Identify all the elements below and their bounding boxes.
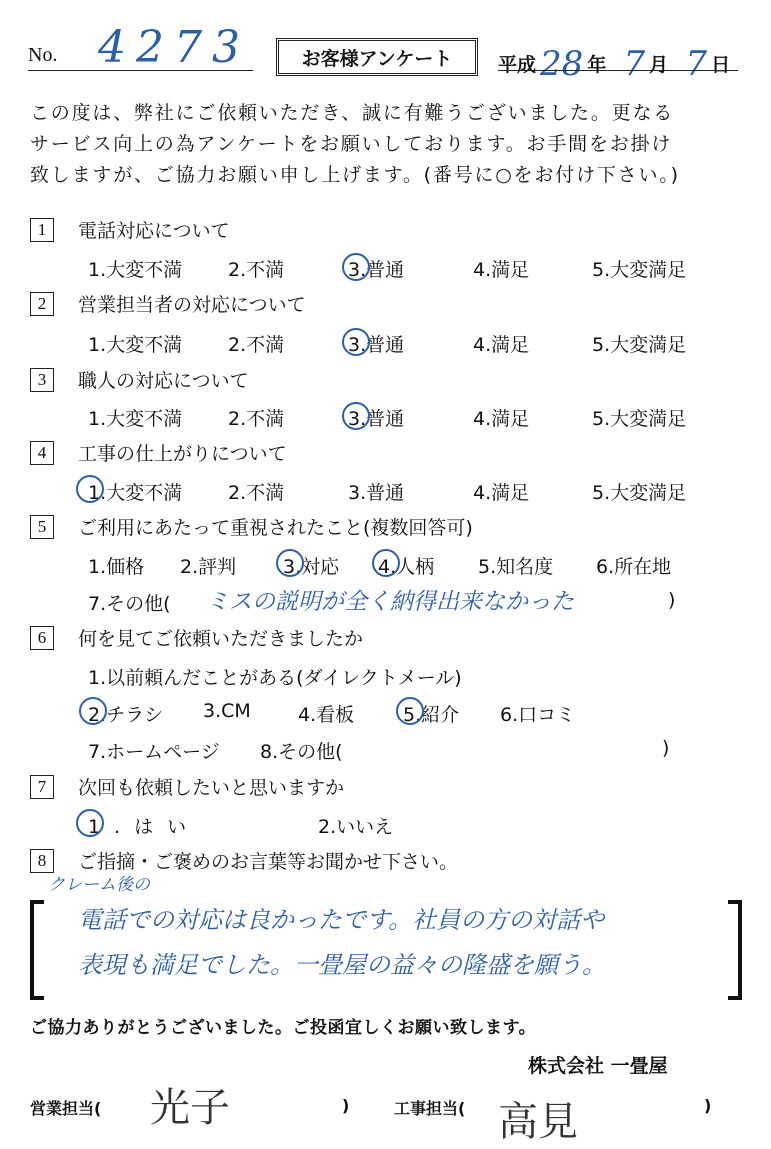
option-other-label: 7.その他( [88,593,171,615]
intro-line: この度は、弊社にご依頼いただき、誠に有難うございました。更なる [30,102,675,124]
option-5[interactable]: 5.知名度 [478,556,554,578]
question-text: ご指摘・ご褒めのお言葉等お聞かせ下さい。 [78,851,459,873]
sales-rep-label: 営業担当( [30,1099,102,1118]
option-3[interactable]: 3.対応 [283,556,340,578]
answer-circle-mark [79,697,107,725]
question-number: 2 [30,292,54,316]
answer-circle-mark [372,549,400,577]
form-title [276,38,478,76]
date-era: 平成 [498,54,537,76]
option-4[interactable]: 4.看板 [298,704,355,726]
date [498,40,731,84]
question-number: 3 [30,368,54,392]
option-4[interactable]: 4.満足 [473,408,530,430]
construction-rep-close: ) [704,1096,712,1115]
answer-circle-mark [396,697,424,725]
option-5[interactable]: 5.大変満足 [592,259,687,281]
option-no[interactable]: 2.いいえ [318,816,394,838]
comment-line: 表現も満足でした。一畳屋の益々の隆盛を願う。 [78,951,606,979]
question-number: 5 [30,515,54,539]
construction-rep-signature: 高見 [498,1099,578,1145]
company-name: 株式会社 一畳屋 [528,1055,668,1077]
sales-rep-signature: 光子 [150,1085,230,1131]
form-number: 4273 [98,22,250,73]
intro-line: サービス向上の為アンケートをお願いしております。お手間をお掛け [30,133,673,155]
comment-line: 電話での対応は良かったです。社員の方の対話や [78,906,605,934]
option-3[interactable]: 3.普通 [348,259,405,281]
comment-note: クレーム後の [48,875,150,895]
question-text: 次回も依頼したいと思いますか [78,777,345,799]
number-underline [28,70,253,71]
form-title-text: お客様アンケート [301,47,453,70]
question-text: 工事の仕上がりについて [78,443,287,465]
option-1[interactable]: 1.価格 [88,556,145,578]
option-1[interactable]: 1.大変不満 [88,259,183,281]
question-text: 職人の対応について [78,370,249,392]
date-year: 28 [540,44,584,84]
question-text: 営業担当者の対応について [78,294,306,316]
intro-line: 致しますが、ご協力お願い申し上げます。(番号に○をお付け下さい。) [30,164,680,186]
option-2[interactable]: 2.チラシ [88,704,164,726]
answer-circle-mark [76,809,104,837]
question-text: ご利用にあたって重視されたこと(複数回答可) [78,517,473,539]
question-number: 6 [30,626,54,650]
sales-rep-close: ) [342,1096,350,1115]
option-other-close: ) [662,737,670,759]
option-2[interactable]: 2.不満 [228,482,285,504]
option-yes[interactable]: 1.はい [88,816,201,838]
option-5[interactable]: 5.大変満足 [592,408,687,430]
option-2[interactable]: 2.不満 [228,408,285,430]
answer-circle-mark [342,402,370,430]
number-label: No. [28,44,58,66]
option-2[interactable]: 2.不満 [228,334,285,356]
option-5[interactable]: 5.大変満足 [592,482,687,504]
option-7[interactable]: 7.ホームページ [88,741,220,763]
answer-circle-mark [76,475,104,503]
other-answer[interactable]: ミスの説明が全く納得出来なかった [206,589,574,615]
option-4[interactable]: 4.人柄 [378,556,435,578]
option-4[interactable]: 4.満足 [473,482,530,504]
bracket-left [30,900,44,1000]
question-number: 4 [30,441,54,465]
question-text: 電話対応について [78,220,230,242]
option-1[interactable]: 1.大変不満 [88,408,183,430]
option-1[interactable]: 1.以前頼んだことがある(ダイレクトメール) [88,667,462,689]
option-2[interactable]: 2.評判 [180,556,237,578]
option-1[interactable]: 1.大変不満 [88,334,183,356]
option-8[interactable]: 8.その他( [260,741,343,763]
date-underline [498,70,738,71]
answer-circle-mark [276,549,304,577]
option-other-close: ) [668,589,676,611]
option-5[interactable]: 5.紹介 [403,704,460,726]
question-number: 7 [30,775,54,799]
bracket-right [728,900,742,1000]
answer-circle-mark [342,253,370,281]
question-number: 1 [30,218,54,242]
option-2[interactable]: 2.不満 [228,259,285,281]
date-day-suffix: 日 [711,54,731,76]
date-year-suffix: 年 [587,54,607,76]
date-day: 7 [685,44,708,84]
construction-rep-label: 工事担当( [394,1099,466,1118]
option-3[interactable]: 3.CM [203,700,251,722]
question-number: 8 [30,849,54,873]
thanks-message: ご協力ありがとうございました。ご投函宜しくお願い致します。 [30,1018,537,1038]
option-1[interactable]: 1.大変不満 [88,482,183,504]
date-month-suffix: 月 [649,54,669,76]
option-6[interactable]: 6.所在地 [596,556,672,578]
option-4[interactable]: 4.満足 [473,334,530,356]
option-5[interactable]: 5.大変満足 [592,334,687,356]
option-3[interactable]: 3.普通 [348,334,405,356]
option-4[interactable]: 4.満足 [473,259,530,281]
option-3[interactable]: 3.普通 [348,408,405,430]
option-6[interactable]: 6.口コミ [500,704,576,726]
question-text: 何を見てご依頼いただきましたか [78,628,364,650]
answer-circle-mark [342,328,370,356]
option-3[interactable]: 3.普通 [348,482,405,504]
date-month: 7 [623,44,646,84]
